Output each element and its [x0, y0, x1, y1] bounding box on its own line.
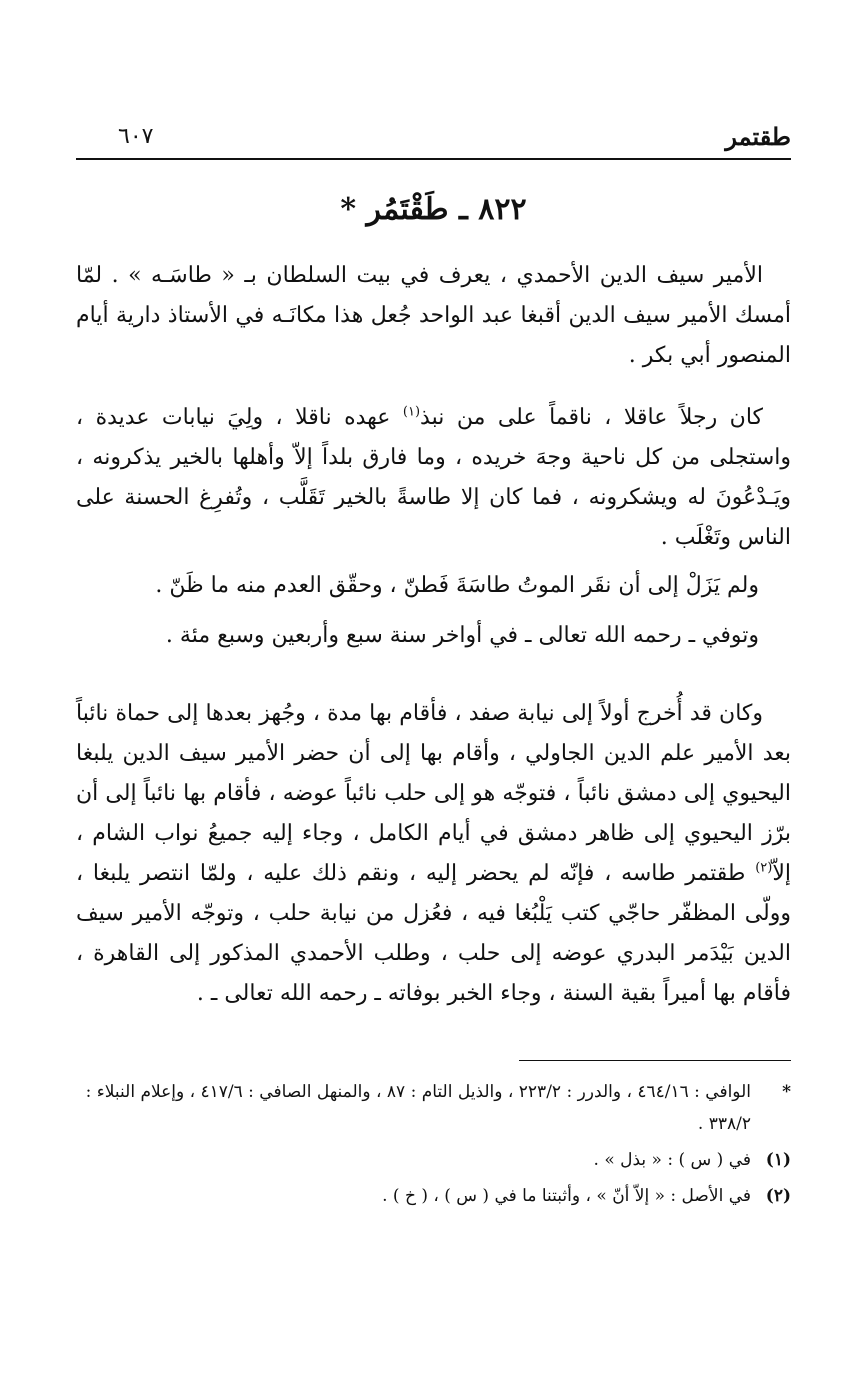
- running-title: طقتمر: [725, 122, 791, 151]
- paragraph-text: طقتمر طاسه ، فإنّه لم يحضر إليه ، ونقم ذلك عليه ، ولمّا انتصر يلبغا ، وولّى المظفّر حاجّي كتب يَلْبُغا فيه ، فعُزل من نيابة حلب ، وتوجّه الأمير سيف الدين بَيْدَمر البدري عوضه إلى حلب ، وطلب الأحمدي المذكور إلى القاهرة ، فأقام بها أميراً بقية السنة ، وجاء الخبر بوفاته ـ رحمه الله تعالى ـ .: [76, 861, 791, 1006]
- footnote-text: في الأصل : « إلاّ أنّ » ، وأثبتنا ما في ( س ) ، ( خ ) .: [382, 1186, 751, 1206]
- paragraph-character: [76, 398, 791, 558]
- footnote-mark: (١): [765, 1150, 791, 1170]
- footnote-reference-2: (٢): [755, 860, 773, 876]
- footnote-2: [76, 1180, 791, 1212]
- entry-heading: ٨٢٢ ـ طَقْتَمُر *: [340, 192, 527, 227]
- footnotes: [76, 1076, 791, 1216]
- paragraph-death-date: وتوفي ـ رحمه الله تعالى ـ في أواخر سنة سبع وأربعين وسبع مئة .: [165, 623, 759, 648]
- paragraph-text: وكان قد أُخرج أولاً إلى نيابة صفد ، فأقام بها مدة ، وجُهز بعدها إلى حماة نائباً بعد الأمير علم الدين الجاولي ، وأقام بها إلى أن حضر الأمير سيف الدين يلبغا اليحيوي إلى دمشق نائباً ، فتوجّه هو إلى حلب نائباً عوضه ، فأقام بها نائباً إلى أن برّز اليحيوي إلى ظاهر دمشق في أيام الكامل ، وجاء إليه جميعُ نواب الشام ، إلاّ: [76, 701, 791, 886]
- paragraph-death-verse: ولم يَزَلْ إلى أن نقَر الموتُ طاسَةَ فَطنّ ، وحقّق العدم منه ما ظَنّ .: [155, 573, 759, 598]
- footnote-1: [76, 1144, 791, 1176]
- body-text: [76, 256, 791, 1014]
- paragraph-text: عهده ناقلا ، ولِيَ نيابات عديدة ، واستجلى من كل ناحية وجهَ خريده ، وما فارق بلداً إلاّ وأهلها بالخير يذكرونه ، ويَـدْعُونَ له ويشكرونه ، فما كان إلا طاسةً بالخير تَقَلَّب ، وتُفرِغ الحسنة على الناس وتَغْلَب .: [76, 405, 791, 550]
- footnote-sources: [76, 1076, 791, 1140]
- footnote-mark: *: [782, 1082, 791, 1102]
- paragraph-career: [76, 694, 791, 1014]
- footnote-mark: (٢): [765, 1186, 791, 1206]
- paragraph-text: كان رجلاً عاقلا ، ناقماً على من نبذ: [420, 405, 763, 430]
- page-number: ٦٠٧: [118, 124, 154, 149]
- footnote-reference-1: (١): [402, 404, 421, 420]
- footnote-text: في ( س ) : « بذل » .: [593, 1150, 751, 1170]
- paragraph-intro: الأمير سيف الدين الأحمدي ، يعرف في بيت السلطان بـ « طاسَـه » . لمّا أمسك الأمير سيف الدين أقبغا عبد الواحد جُعل هذا مكانَـه في الأستاذ دارية أيام المنصور أبي بكر .: [76, 263, 791, 368]
- footnote-divider: [519, 1060, 791, 1061]
- footnote-text: الوافي : ٤٦٤/١٦ ، والدرر : ٢٢٣/٢ ، والذيل التام : ٨٧ ، والمنهل الصافي : ٤١٧/٦ ، وإعلام النبلاء : ٣٣٨/٢ .: [85, 1082, 751, 1134]
- running-header: [76, 122, 791, 160]
